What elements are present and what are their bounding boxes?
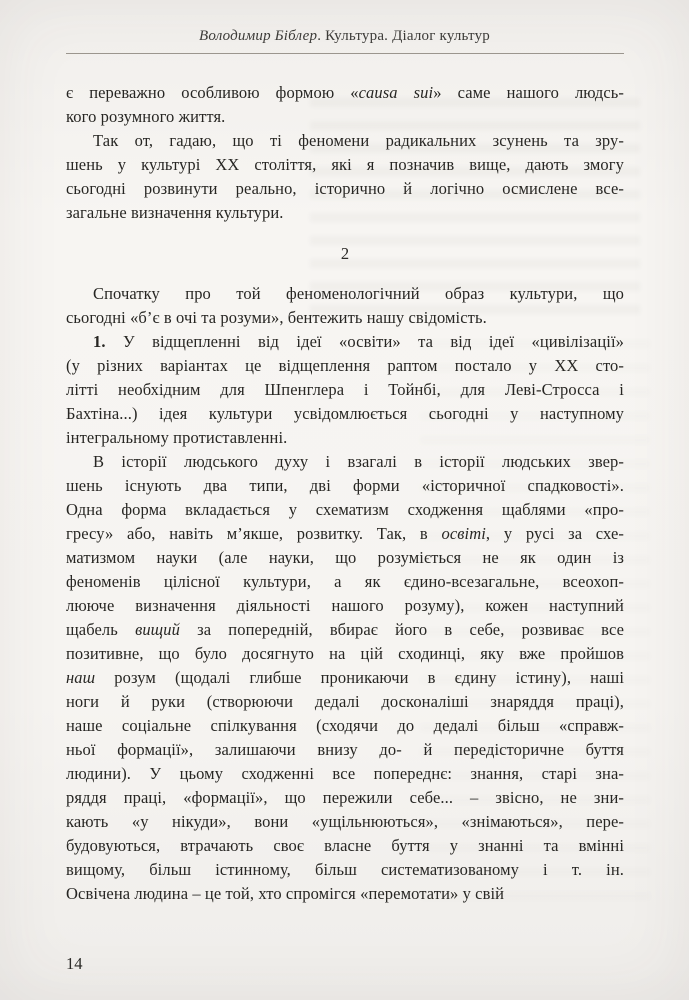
text-line: [66, 594, 624, 618]
section-heading: 2: [340, 244, 350, 263]
text-line: [66, 738, 624, 762]
text-run: В історії людського духу і взагалі в історії людських звер-: [93, 452, 624, 471]
text-run: позитивне, що було досягнуто на цій сходинці, яку вже пройшов: [66, 644, 624, 663]
text-run: лююче визначення діяльності нашого розуму), кожен наступний: [66, 596, 624, 615]
text-run: літті необхідним для Шпенглера і Тойнбі, для Леві-Стросса і: [66, 380, 624, 399]
text-line: [66, 786, 624, 810]
text-line: [66, 570, 624, 594]
text-line: [66, 105, 624, 129]
text-line: [66, 354, 624, 378]
text-run: наш: [66, 668, 96, 687]
text-line: [66, 282, 624, 306]
paragraph: [66, 129, 624, 225]
paragraph: [66, 330, 624, 450]
text-line: [66, 201, 624, 225]
text-run: шень у культурі ХХ століття, які я позначив вище, дають змогу: [66, 155, 624, 174]
text-line: [66, 153, 624, 177]
text-run: Одна форма вкладається у схематизм сходження щаблями «про-: [66, 500, 624, 519]
text-run: (у різних варіантах це відщеплення раптом постало у ХХ сто-: [66, 356, 624, 375]
paragraph: [66, 81, 624, 129]
text-line: [66, 882, 624, 906]
text-run: Спочатку про той феноменологічний образ культури, що: [93, 284, 624, 303]
text-run: , у русі за схе-: [485, 524, 624, 543]
text-run: людини). У цьому сходженні все попереднє: знання, старі зна-: [66, 764, 624, 783]
text-run: У відщепленні від ідеї «освіти» та від ідеї «цивілізації»: [105, 332, 624, 351]
text-run: вищому, більш істинному, більш систематизованому і т. ін.: [66, 860, 624, 879]
text-run: Бахтіна...) ідея культури усвідомлюється сьогодні у наступному: [66, 404, 624, 423]
text-line: [66, 618, 624, 642]
text-run: будовуються, втрачають своє власне буття у знанні та вмінні: [66, 836, 624, 855]
text-line: [66, 858, 624, 882]
text-line: [66, 81, 624, 105]
paragraph: [66, 282, 624, 330]
text-line: [66, 498, 624, 522]
text-line: [66, 426, 624, 450]
text-line: [66, 522, 624, 546]
text-run: матизмом науки (але науки, що розуміється не як один із: [66, 548, 624, 567]
text-run: є переважно особливою формою «: [66, 83, 359, 102]
text-run: розум (щодалі глибше проникаючи в єдину істину), наші: [95, 668, 624, 687]
text-line: [66, 834, 624, 858]
text-line: [66, 762, 624, 786]
text-run: Освічена людина – це той, хто спромігся «перемотати» у свій: [66, 884, 505, 903]
text-run: » саме нашого людсь-: [433, 83, 625, 102]
text-line: [66, 714, 624, 738]
text-line: [66, 546, 624, 570]
text-run: інтегральному протиставленні.: [66, 428, 288, 447]
paragraph: [66, 450, 624, 906]
text-line: [66, 378, 624, 402]
text-run: 1.: [93, 332, 106, 351]
text-run: ноги й руки (створюючи дедалі досконаліші знаряддя праці),: [66, 692, 624, 711]
text-line: [66, 690, 624, 714]
text-line: [66, 642, 624, 666]
text-run: наше соціальне спілкування (сходячи до дедалі більш «справж-: [66, 716, 624, 735]
text-run: шень існують два типи, дві форми «історичної спадковості».: [66, 476, 624, 495]
text-run: щабель: [66, 620, 136, 639]
text-run: феноменів цілісної культури, а як єдино-всезагальне, всеохоп-: [66, 572, 624, 591]
page-footer: [66, 954, 83, 974]
text-run: кого розумного життя.: [66, 107, 226, 126]
text-run: за попередній, вбирає його в себе, розвиває все: [179, 620, 624, 639]
text-run: ньої формації», залишаючи внизу до- й передісторичне буття: [66, 740, 624, 759]
running-head: [0, 28, 689, 45]
running-head-title: . Культура. Діалог культур: [317, 28, 490, 44]
text-line: [66, 330, 624, 354]
text-run: кають «у нікуди», вони «ущільнюються», «знімаються», пере-: [66, 812, 624, 831]
text-run: сьогодні «б’є в очі та розуми», бентежить нашу свідомість.: [66, 308, 487, 327]
text-line: [66, 450, 624, 474]
text-run: освіті: [441, 524, 486, 543]
text-run: гресу» або, навіть м’якше, розвитку. Так, в: [66, 524, 442, 543]
header-rule: [66, 53, 624, 54]
text-run: causa sui: [358, 83, 434, 102]
text-line: [66, 129, 624, 153]
body-text: [66, 81, 624, 906]
running-head-author: Володимир Біблер: [199, 28, 318, 44]
page-number: 14: [66, 954, 83, 973]
text-line: [66, 810, 624, 834]
text-run: вищий: [135, 620, 180, 639]
text-line: [66, 474, 624, 498]
text-line: [66, 666, 624, 690]
text-run: ряддя праці, «формації», що пережили себе... – звісно, не зни-: [66, 788, 624, 807]
text-line: [66, 402, 624, 426]
text-line: [66, 306, 624, 330]
page-header: [0, 0, 689, 54]
text-run: Так от, гадаю, що ті феномени радикальних зсунень та зру-: [93, 131, 624, 150]
text-run: загальне визначення культури.: [66, 203, 284, 222]
text-line: [66, 177, 624, 201]
text-run: сьогодні розвинути реально, історично й логічно осмислене все-: [66, 179, 624, 198]
